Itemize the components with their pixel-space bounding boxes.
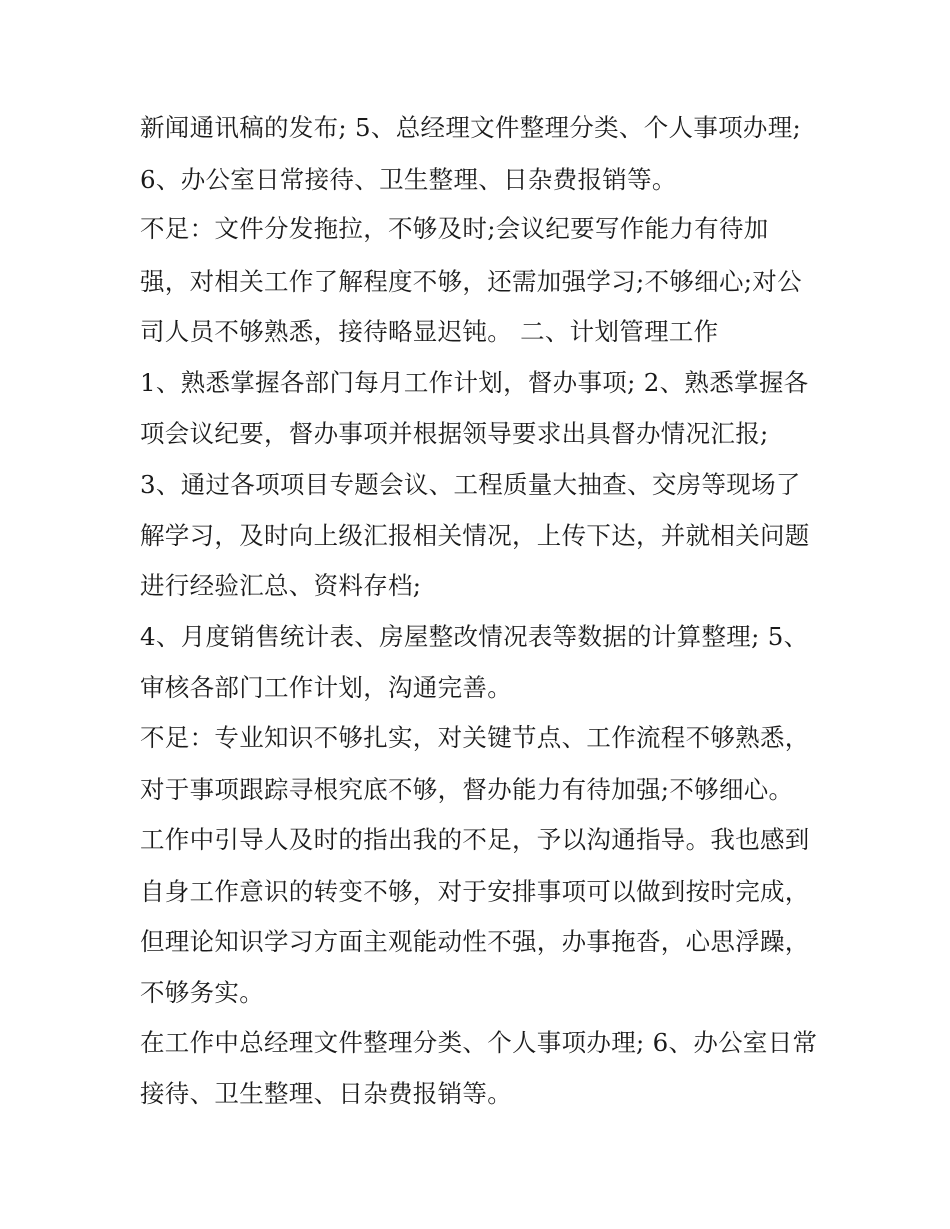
text-line: 工作中引导人及时的指出我的不足，予以沟通指导。我也感到 [140,825,810,854]
text-line: 但理论知识学习方面主观能动性不强，办事拖沓，心思浮躁， [140,927,810,956]
text-line: 不足：文件分发拖拉，不够及时;会议纪要写作能力有待加 [140,214,769,243]
text-line: 新闻通讯稿的发布; 5、总经理文件整理分类、个人事项办理; [140,113,802,142]
text-line: 审核各部门工作计划，沟通完善。 [140,673,512,702]
text-line: 3、通过各项项目专题会议、工程质量大抽查、交房等现场了 [140,470,801,499]
text-line: 解学习，及时向上级汇报相关情况，上传下达，并就相关问题 [140,521,810,550]
text-line: 1、熟悉掌握各部门每月工作计划，督办事项; 2、熟悉掌握各 [140,368,809,397]
text-line: 不够务实。 [140,978,264,1007]
text-line: 进行经验汇总、资料存档; [140,571,422,600]
text-line: 对于事项跟踪寻根究底不够，督办能力有待加强;不够细心。 [140,775,794,804]
text-line: 自身工作意识的转变不够，对于安排事项可以做到按时完成， [140,877,810,906]
text-line: 接待、卫生整理、日杂费报销等。 [140,1079,512,1108]
text-line: 不足：专业知识不够扎实，对关键节点、工作流程不够熟悉， [140,723,810,752]
text-line: 司人员不够熟悉，接待略显迟钝。 二、计划管理工作 [140,317,719,346]
text-line: 6、办公室日常接待、卫生整理、日杂费报销等。 [140,165,677,194]
text-line: 4、月度销售统计表、房屋整改情况表等数据的计算整理; 5、 [140,622,809,651]
text-line: 强，对相关工作了解程度不够，还需加强学习;不够细心;对公 [140,267,802,296]
text-line: 项会议纪要，督办事项并根据领导要求出具督办情况汇报; [140,419,769,448]
text-line: 在工作中总经理文件整理分类、个人事项办理; 6、办公室日常 [140,1028,818,1057]
